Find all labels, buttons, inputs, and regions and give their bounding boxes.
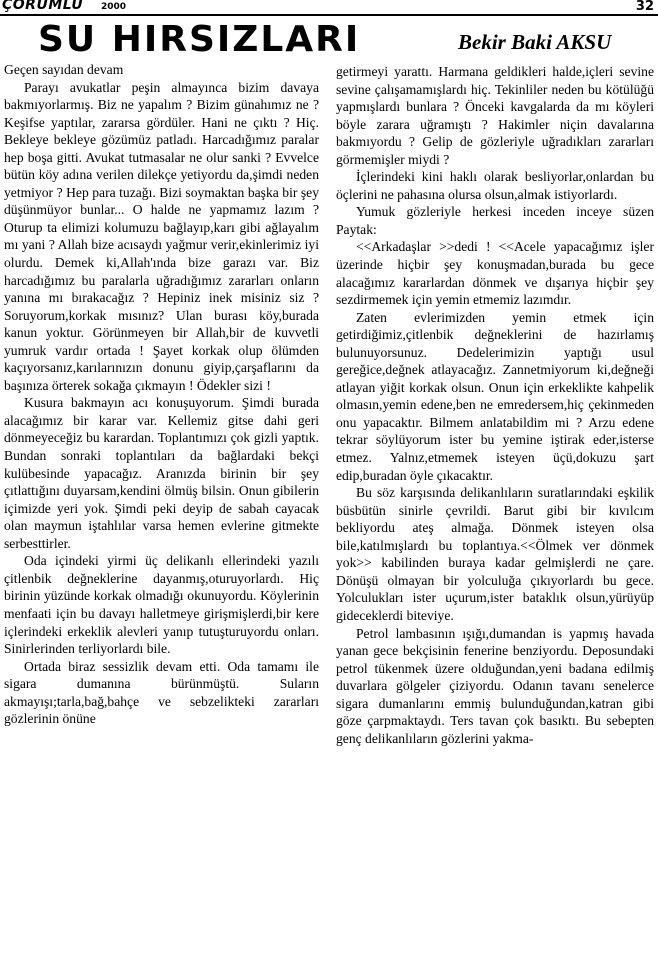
paragraph: Kusura bakmayın acı konuşuyorum. Şimdi burada alacağımız bir karar var. Kellemiz gitse dahi geri dönmeyeceğiz bu karardan. Toplantımızı çok gizli yaptık. Bundan sonraki toplantıları da bağlardaki bekçi kulübesinde yapacağız. Aranızda birinin bir şey çıtlattığını duyarsam,kendini ölmüş bilsin. Onun gibilerin içimizde yeri yok. Şimdi peki deyip de sabah cayacak olan maymun iştahlılar varsa hemen evlerine gitmekte serbesttirler. [4, 395, 319, 551]
page-number: 32 [635, 0, 654, 14]
left-column [4, 61, 319, 728]
paragraph: getirmeyi yarattı. Harmana geldikleri halde,içleri sevine sevine çalışamamışlardı hiç. Tekinliler neden bu kötülüğü yapmışlardı bunlara ? Önceki kavgalarda da mı köyleri böyle zarara uğramıştı ? Hakimler niçin davalarına bakmıyordu ? Gelip de gözleriyle uğradıkları zararları görmemişler miydi ? [336, 64, 654, 167]
paragraph: Yumuk gözleriyle herkesi inceden inceye süzen Paytak: [336, 204, 654, 237]
paragraph: Bu söz karşısında delikanlıların suratlarındaki eşkilik büsbütün sinirle çevrildi. Barut gibi bir kıvılcım bekliyordu ateş almağa. Dönmek isteyen olsa bile,katılmışlardı bu toplantıya.<<Ölmek ver dönmek yok>> kabilinden buraya kadar gelmişlerdi ne çare. Dönüşü olmayan bir yolculuğa çıkıyorlardı bu gece. Yolculukları ister uçurum,ister bataklık olsun,yürüyüp gideceklerdi biteviye. [336, 485, 654, 623]
paragraph: İçlerindeki kini haklı olarak besliyorlar,onlardan bu öçlerini ne pahasına olursa olsun,almak istiyorlardı. [336, 169, 654, 202]
paragraph: Ortada biraz sessizlik devam etti. Oda tamamı ile sigara dumanına bürünmüştü. Suların akmayışı;tarla,bağ,bahçe ve sebzelikteki zararları gözlerinin önüne [4, 658, 319, 727]
article-author: Bekir Baki AKSU [458, 30, 612, 54]
paragraph: Oda içindeki yirmi üç delikanlı ellerindeki yazılı çitlenbik değneklerine dayanmış,oturuyorlardı. Hiç birinin yüzünde korkak olmadığı okunuyordu. Köylerinin menfaati için bu davayı halletmeye girişmişlerdi,bir kere içlerindeki erkeklik alevleri yanıp tutuşturuyordu onları. Sinirlerinden terliyorlardı bile. [4, 553, 319, 657]
article-title: SU HIRSIZLARI [38, 19, 361, 60]
continued-note: Geçen sayıdan devam [4, 62, 124, 77]
paragraph: Zaten evlerimizden yemin etmek için getirdiğimiz,çitlenbik değneklerini de hazırlamış bulunuyorsunuz. Dedelerimizin yaptığı usul gereğice,değnek atlayacağız. Zannetmiyorum ki,değneği atlayan yiğit korkak olsun. Onun için erkeklikte kahpelik olmasın,yemin edene,ben ne emredersem,hiç çekinmeden onu yapacaktır. Bilmem anlatabildim mi ? Arzu edene tekrar söylüyorum ister bu yemine iştirak eder,isterse etmez. Yalnız,etmemek isteyen üçü,dokuzu şart edip,buradan öyle çıkacaktır. [336, 309, 654, 483]
paragraph: <<Arkadaşlar >>dedi ! <<Acele yapacağımız işler üzerinde hiçbir şey konuşmadan,burada bu gece alacağımız kararlardan dönmek ve dışarıya hiçbir şey sezdirmemek için yemin etmemiz lazımdır. [336, 239, 654, 308]
paragraph: Parayı avukatlar peşin almayınca bizim davaya bakmıyorlarmış. Biz ne yapalım ? Bizim günahımız ne ? Keşifse yaptılar, zararsa gördüler. Hani ne çıktı ? Hiç. Bekleye bekleye gözümüz patladı. Harcadığımız paralar hep boşa gitti. Avukat tutmasalar ne olur sanki ? Evvelce bütün köy adına verilen dilekçe yetiyordu da,şimdi neden yetmiyor ? Hep para tuzağı. Bizi soymaktan başka bir şey düşünmüyor bunlar... O halde ne yapmamız lazım ? Oturup ta elimizi kolumuzu bağlayıp,karı gibi ağlayalım mı yani ? Allah bize acısaydı yağmur verir,ekinlerimiz iyi olurdu. Demek ki,Allah'ında bize garazı var. Biz harcadığımız bu paralarla uğradığımız zararları onların yanına mı bırakacağız ? Hepiniz inek misiniz siz ? Soruyorum,korkak mısınız? Ulan burası köy,burada kanun yoktur. Görünmeyen bir Allah,bir de kuvvetli yumruk vardır ortada ! Şayet korkak olup ölümden kaçıyorsanız,karılarınızın donunu giyip,çarşaflarını da başınıza örterek sokağa çıkmayın ! Ödekler sizi ! [4, 79, 319, 393]
right-column [336, 63, 654, 747]
issue-year: 2000 [101, 2, 127, 12]
header-rule [0, 14, 658, 16]
masthead: ÇORUMLU [2, 0, 84, 13]
page-header [0, 0, 658, 18]
paragraph: Petrol lambasının ışığı,dumandan is yapmış havada yanan gece bekçisinin fenerine benziyordu. Deposundaki petrol tükenmek üzere olduğundan,yeni badana edilmiş duvarlara gölgeler çiziyordu. Odanın tavanı senelerce sigara dumanlarını emmiş bulunduğundan,katran gibi göze çarpmaktaydı. Ters tavan çok basıktı. Bu sebepten genç delikanlıların gözlerini yakma- [336, 625, 654, 746]
